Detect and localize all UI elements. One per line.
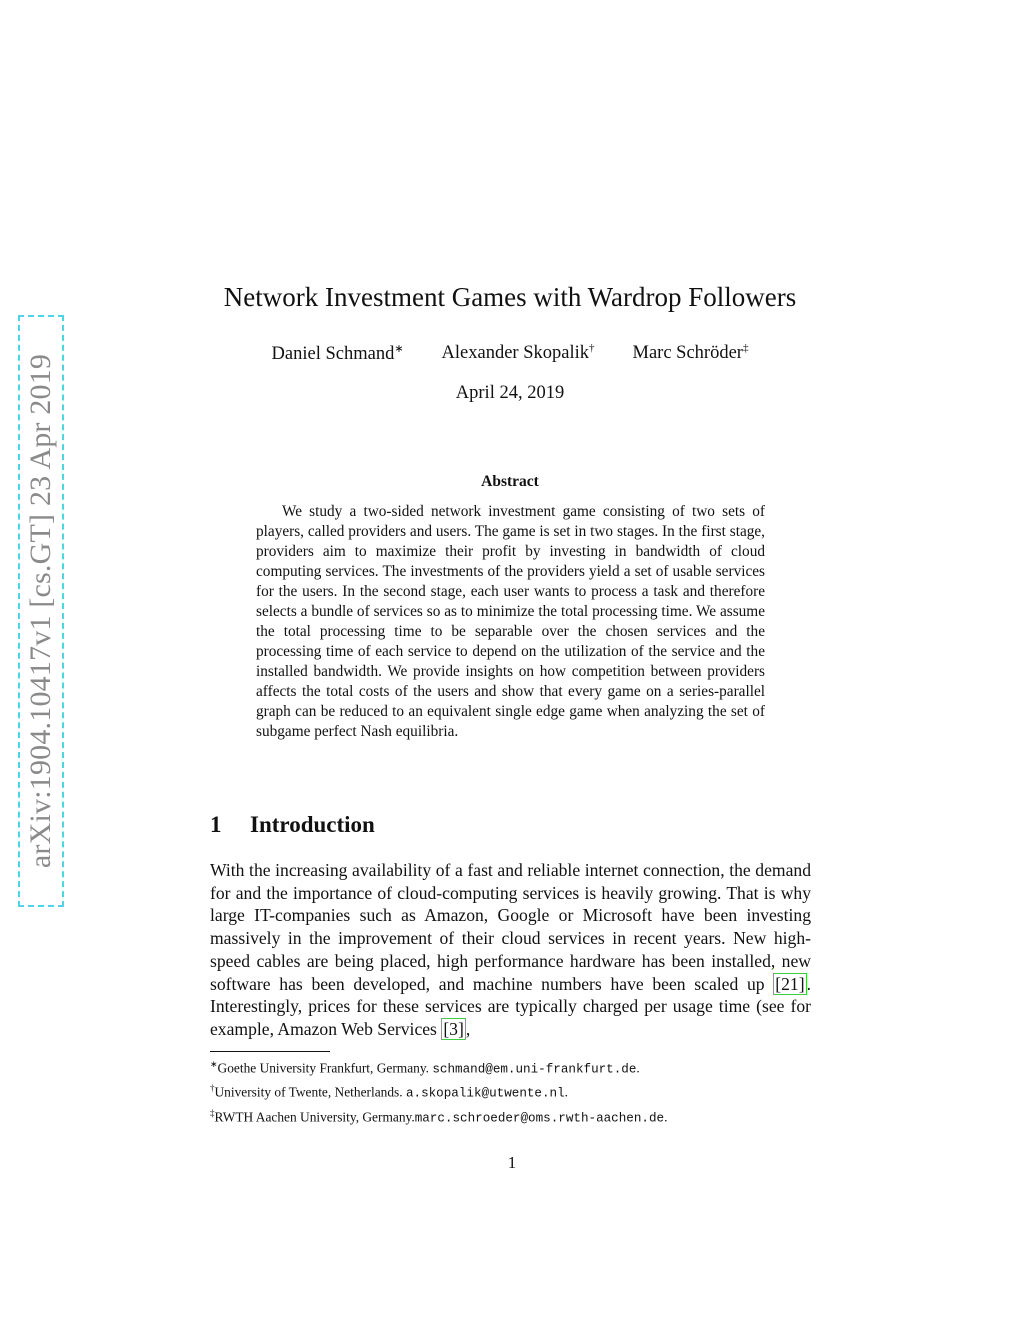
author-email[interactable]: marc.schroeder@oms.rwth-aachen.de — [414, 1111, 665, 1126]
paper-title: Network Investment Games with Wardrop Followers — [223, 282, 797, 312]
footnote-mark[interactable]: ∗ — [394, 343, 404, 355]
publication-date: April 24, 2019 — [455, 383, 565, 403]
arxiv-identifier-stamp[interactable] — [18, 315, 64, 907]
footnote: †University of Twente, Netherlands. a.skopalik@utwente.nl. — [210, 1083, 569, 1101]
arxiv-identifier-text: arXiv:1904.10417v1 [cs.GT] 23 Apr 2019 — [24, 353, 57, 869]
section-title: Introduction — [250, 812, 375, 837]
author-list — [160, 342, 860, 365]
citation-link[interactable]: [3] — [443, 1018, 464, 1039]
author: Daniel Schmand∗ — [271, 343, 404, 365]
footnote: ‡RWTH Aachen University, Germany.marc.schroeder@oms.rwth-aachen.de. — [210, 1107, 668, 1126]
intro-paragraph: With the increasing availability of a fast and reliable internet connection, the demand for and the importance of cloud-computing services is heavily growing. That is why large IT-companies such as Amazon, Google or Microsoft have been investing massively in the improvement of their cloud services in recent years. New high-speed cables are being placed, high performance hardware has been installed, new software has been developed, and machine numbers have been scaled up [21] . Interestingly, prices for these services are typically charged per usage time (see for example, Amazon Web Services [3] , — [210, 860, 811, 1039]
author-email[interactable]: a.skopalik@utwente.nl — [405, 1086, 565, 1101]
page-number: 1 — [507, 1153, 517, 1172]
author: Alexander Skopalik† — [441, 342, 595, 364]
abstract-text: We study a two-sided network investment game consisting of two sets of players, called providers and users. The game is set in two stages. In the first stage, providers aim to maximize their profit by investing in bandwidth of cloud computing services. The investments of the providers yield a set of usable services for the users. In the second stage, each user wants to process a task and therefore selects a bundle of services so as to minimize the total processing time. We assume the total processing time to be separable over the chosen services and the processing time of each service to depend on the utilization of the service and the installed bandwidth. We provide insights on how competition between providers affects the total costs of the users and show that every game on a series-parallel graph can be reduced to an equivalent single edge game when analyzing the set of subgame perfect Nash equilibria. — [256, 503, 765, 740]
abstract-heading: Abstract — [481, 473, 539, 490]
footnote-mark[interactable]: † — [589, 342, 595, 354]
footnote: ∗Goethe University Frankfurt, Germany. schmand@em.uni-frankfurt.de. — [210, 1059, 640, 1077]
section-heading — [210, 812, 375, 838]
footnotes — [210, 1055, 810, 1128]
author-email[interactable]: schmand@em.uni-frankfurt.de — [432, 1062, 637, 1077]
footnote-divider — [210, 1051, 330, 1052]
author: Marc Schröder‡ — [632, 342, 749, 364]
citation-link[interactable]: [21] — [775, 973, 805, 994]
footnote-mark[interactable]: ‡ — [742, 342, 749, 354]
section-number: 1 — [210, 812, 222, 837]
